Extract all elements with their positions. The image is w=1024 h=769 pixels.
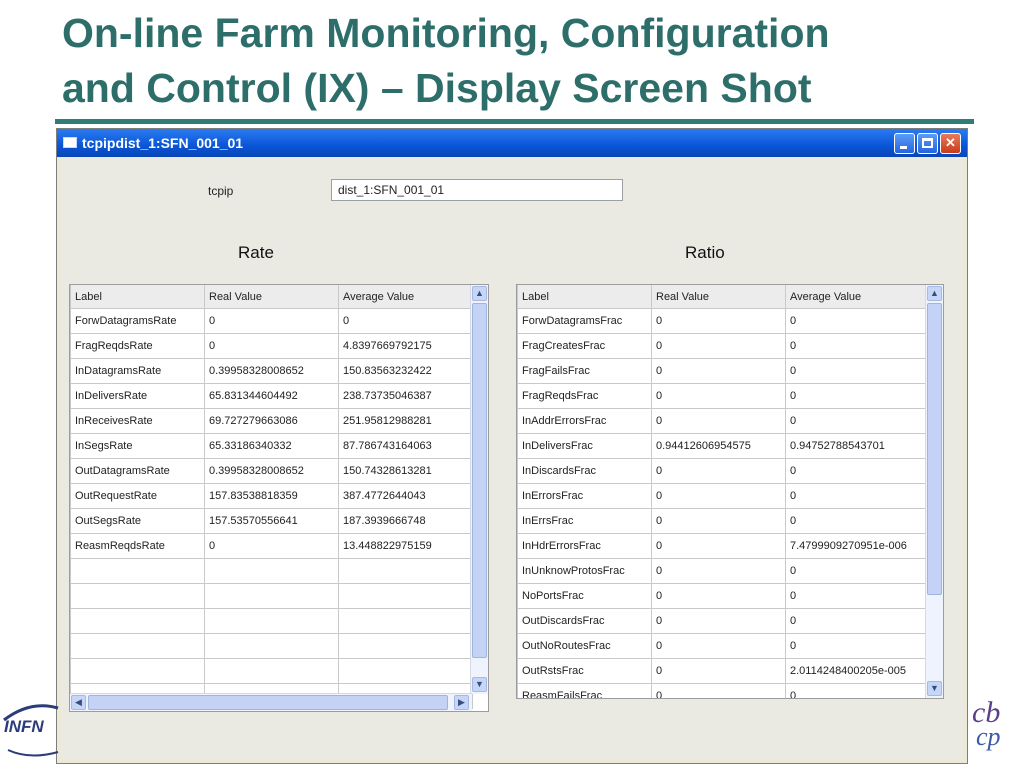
- rate-cell: 251.95812988281: [339, 409, 473, 434]
- rate-cell: [71, 634, 205, 659]
- ratio-cell: 0: [652, 309, 786, 334]
- window-titlebar[interactable]: [57, 129, 967, 157]
- close-button[interactable]: [940, 133, 961, 154]
- ratio-cell: 7.4799909270951e-006: [786, 534, 927, 559]
- ratio-table: [516, 284, 944, 699]
- rate-cell: 0: [205, 534, 339, 559]
- ratio-scroll-thumb[interactable]: [927, 303, 942, 595]
- rate-cell: 0: [339, 309, 473, 334]
- ratio-cell: InDiscardsFrac: [518, 459, 652, 484]
- rate-cell: [71, 609, 205, 634]
- minimize-button[interactable]: [894, 133, 915, 154]
- scroll-down-icon[interactable]: ▼: [927, 681, 942, 696]
- rate-table: [69, 284, 489, 712]
- rate-cell: [71, 559, 205, 584]
- rate-cell: 69.727279663086: [205, 409, 339, 434]
- table-row[interactable]: [518, 309, 927, 334]
- cb-logo-text: cb: [972, 696, 1001, 729]
- ratio-cell: 0: [786, 634, 927, 659]
- ratio-body: [518, 309, 927, 700]
- rate-cell: 150.74328613281: [339, 459, 473, 484]
- table-row[interactable]: [518, 559, 927, 584]
- rate-cell: [205, 584, 339, 609]
- rate-hscroll-thumb[interactable]: [88, 695, 448, 710]
- rate-cell: 13.448822975159: [339, 534, 473, 559]
- ratio-cell: OutDiscardsFrac: [518, 609, 652, 634]
- ratio-cell: OutNoRoutesFrac: [518, 634, 652, 659]
- table-row[interactable]: [71, 534, 473, 559]
- table-row[interactable]: [71, 334, 473, 359]
- ratio-cell: FragFailsFrac: [518, 359, 652, 384]
- table-row[interactable]: [71, 409, 473, 434]
- slide-title: [62, 6, 1002, 116]
- tcpip-field[interactable]: dist_1:SFN_001_01: [331, 179, 623, 201]
- minimize-icon: [900, 146, 907, 149]
- table-row[interactable]: [71, 634, 473, 659]
- ratio-cell: 0: [786, 559, 927, 584]
- table-row[interactable]: [518, 584, 927, 609]
- ratio-cell: 0: [652, 459, 786, 484]
- ratio-cell: FragCreatesFrac: [518, 334, 652, 359]
- ratio-cell: ReasmFailsFrac: [518, 684, 652, 700]
- table-row[interactable]: [518, 534, 927, 559]
- rate-cell: 187.3939666748: [339, 509, 473, 534]
- rate-cell: [71, 659, 205, 684]
- table-row[interactable]: [518, 634, 927, 659]
- rate-horizontal-scrollbar[interactable]: [70, 693, 472, 711]
- ratio-cell: 0: [786, 409, 927, 434]
- ratio-cell: InDeliversFrac: [518, 434, 652, 459]
- table-row[interactable]: [71, 434, 473, 459]
- ratio-cell: 0: [786, 384, 927, 409]
- table-row[interactable]: [71, 584, 473, 609]
- ratio-cell: 0: [786, 684, 927, 700]
- ratio-cell: 0: [786, 334, 927, 359]
- rate-cell: 157.83538818359: [205, 484, 339, 509]
- scroll-up-icon[interactable]: ▲: [472, 286, 487, 301]
- ratio-cell: 0: [786, 359, 927, 384]
- ratio-cell: FragReqdsFrac: [518, 384, 652, 409]
- infn-logo-text: INFN: [4, 717, 44, 736]
- maximize-button[interactable]: [917, 133, 938, 154]
- ratio-cell: 0: [786, 459, 927, 484]
- ratio-cell: 0: [652, 359, 786, 384]
- scroll-left-icon[interactable]: ◀: [71, 695, 86, 710]
- table-row[interactable]: [71, 484, 473, 509]
- rate-cell: [339, 609, 473, 634]
- rate-cell: 0.39958328008652: [205, 359, 339, 384]
- ratio-cell: 2.0114248400205e-005: [786, 659, 927, 684]
- rate-cell: InSegsRate: [71, 434, 205, 459]
- rate-body: [71, 309, 473, 709]
- rate-cell: OutSegsRate: [71, 509, 205, 534]
- rate-cell: 65.831344604492: [205, 384, 339, 409]
- ratio-column-header[interactable]: Average Value: [786, 285, 927, 309]
- ratio-cell: OutRstsFrac: [518, 659, 652, 684]
- rate-cell: [339, 634, 473, 659]
- ratio-cell: 0: [652, 484, 786, 509]
- rate-cell: [71, 584, 205, 609]
- table-row[interactable]: [71, 559, 473, 584]
- rate-cell: 65.33186340332: [205, 434, 339, 459]
- rate-cell: InDeliversRate: [71, 384, 205, 409]
- ratio-cell: 0: [652, 584, 786, 609]
- ratio-cell: InAddrErrorsFrac: [518, 409, 652, 434]
- rate-header-row: [71, 285, 473, 309]
- table-row[interactable]: [518, 684, 927, 700]
- ratio-cell: 0: [652, 634, 786, 659]
- rate-cell: 387.4772644043: [339, 484, 473, 509]
- table-row[interactable]: [71, 509, 473, 534]
- rate-scroll-thumb[interactable]: [472, 303, 487, 658]
- ratio-cell: InErrsFrac: [518, 509, 652, 534]
- ratio-cell: 0: [652, 609, 786, 634]
- rate-cell: [205, 634, 339, 659]
- rate-cell: 0: [205, 334, 339, 359]
- rate-cell: 0: [205, 309, 339, 334]
- ratio-cell: 0: [652, 334, 786, 359]
- ratio-cell: NoPortsFrac: [518, 584, 652, 609]
- rate-cell: 87.786743164063: [339, 434, 473, 459]
- ratio-cell: 0.94412606954575: [652, 434, 786, 459]
- table-row[interactable]: [71, 384, 473, 409]
- ratio-cell: 0: [652, 659, 786, 684]
- rate-cell: [205, 659, 339, 684]
- table-row[interactable]: [518, 334, 927, 359]
- rate-cell: 0.39958328008652: [205, 459, 339, 484]
- rate-grid: [70, 285, 473, 709]
- table-row[interactable]: [518, 484, 927, 509]
- rate-cell: ReasmReqdsRate: [71, 534, 205, 559]
- scroll-up-icon[interactable]: ▲: [927, 286, 942, 301]
- rate-cell: 150.83563232422: [339, 359, 473, 384]
- tcpip-label: tcpip: [208, 184, 234, 198]
- ratio-cell: 0: [652, 409, 786, 434]
- table-row[interactable]: [71, 309, 473, 334]
- rate-cell: [339, 584, 473, 609]
- rate-cell: InReceivesRate: [71, 409, 205, 434]
- close-icon: ✕: [945, 135, 956, 150]
- table-row[interactable]: [71, 659, 473, 684]
- ratio-cell: 0: [786, 584, 927, 609]
- rate-title: Rate: [238, 243, 274, 262]
- ratio-column-header[interactable]: Real Value: [652, 285, 786, 309]
- ratio-cell: ForwDatagramsFrac: [518, 309, 652, 334]
- ratio-cell: 0: [786, 309, 927, 334]
- table-row[interactable]: [518, 359, 927, 384]
- table-row[interactable]: [71, 459, 473, 484]
- ratio-cell: 0: [652, 559, 786, 584]
- ratio-cell: 0: [652, 509, 786, 534]
- ratio-cell: 0: [652, 534, 786, 559]
- scroll-right-icon[interactable]: ▶: [454, 695, 469, 710]
- rate-cell: [339, 659, 473, 684]
- rate-cell: FragReqdsRate: [71, 334, 205, 359]
- window-client: [61, 157, 963, 759]
- table-row[interactable]: [71, 609, 473, 634]
- rate-cell: ForwDatagramsRate: [71, 309, 205, 334]
- ratio-cell: 0: [786, 509, 927, 534]
- rate-cell: OutRequestRate: [71, 484, 205, 509]
- cp-logo-text: cp: [976, 722, 1001, 751]
- ratio-cell: 0: [652, 684, 786, 700]
- ratio-cell: InHdrErrorsFrac: [518, 534, 652, 559]
- rate-cell: 4.8397669792175: [339, 334, 473, 359]
- rate-cell: [339, 559, 473, 584]
- rate-cell: 157.53570556641: [205, 509, 339, 534]
- maximize-icon: [922, 138, 933, 148]
- ratio-cell: 0: [652, 384, 786, 409]
- ratio-column-header[interactable]: Label: [518, 285, 652, 309]
- slide-title-line2: and Control (IX) – Display Screen Shot: [62, 65, 812, 111]
- rate-column-header[interactable]: Average Value: [339, 285, 473, 309]
- ratio-cell: 0.94752788543701: [786, 434, 927, 459]
- table-row[interactable]: [518, 384, 927, 409]
- window-title: tcpipdist_1:SFN_001_01: [82, 135, 244, 151]
- ratio-header-row: [518, 285, 927, 309]
- table-row[interactable]: [518, 609, 927, 634]
- ratio-vertical-scrollbar[interactable]: [925, 285, 943, 698]
- table-row[interactable]: [71, 359, 473, 384]
- ratio-cell: 0: [786, 484, 927, 509]
- ratio-cell: InUnknowProtosFrac: [518, 559, 652, 584]
- rate-cell: OutDatagramsRate: [71, 459, 205, 484]
- rate-cell: [205, 559, 339, 584]
- scroll-down-icon[interactable]: ▼: [472, 677, 487, 692]
- window-app-icon: [63, 137, 77, 148]
- table-row[interactable]: [518, 509, 927, 534]
- table-row[interactable]: [518, 409, 927, 434]
- slide-title-line1: On-line Farm Monitoring, Configuration: [62, 10, 830, 56]
- title-rule: [55, 119, 974, 124]
- app-window: [56, 128, 968, 764]
- table-row[interactable]: [518, 659, 927, 684]
- ratio-title: Ratio: [685, 243, 725, 262]
- ratio-cell: 0: [786, 609, 927, 634]
- rate-cell: InDatagramsRate: [71, 359, 205, 384]
- ratio-cell: InErrorsFrac: [518, 484, 652, 509]
- rate-column-header[interactable]: Real Value: [205, 285, 339, 309]
- table-row[interactable]: [518, 459, 927, 484]
- rate-vertical-scrollbar[interactable]: [470, 285, 488, 694]
- rate-cell: [205, 609, 339, 634]
- rate-cell: 238.73735046387: [339, 384, 473, 409]
- table-row[interactable]: [518, 434, 927, 459]
- rate-column-header[interactable]: Label: [71, 285, 205, 309]
- ratio-grid: [517, 285, 927, 699]
